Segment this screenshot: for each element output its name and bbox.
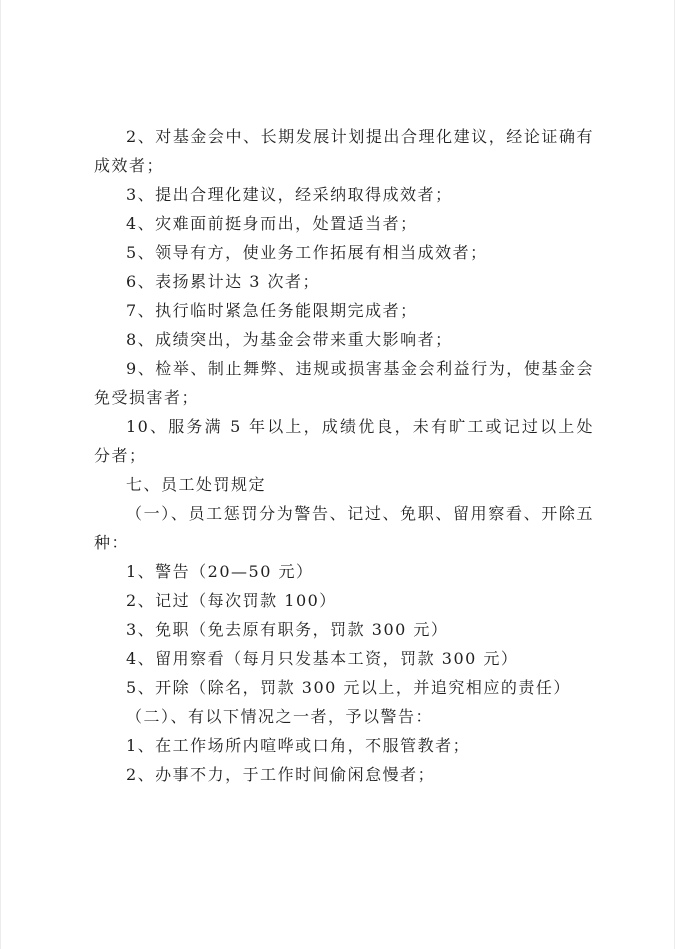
paragraph-reward-7: 7、执行临时紧急任务能限期完成者；: [126, 301, 418, 320]
paragraph-reward-3: 3、提出合理化建议，经采纳取得成效者；: [126, 185, 453, 204]
warning-case-1: 1、在工作场所内喧哗或口角，不服管教者；: [126, 736, 471, 755]
paragraph-reward-2: 2、对基金会中、长期发展计划提出合理化建议，经论证确有成效者；: [94, 127, 594, 175]
subsection-penalty-types: （一）、员工惩罚分为警告、记过、免职、留用察看、开除五种：: [94, 504, 594, 552]
subsection-warning-cases: （二）、有以下情况之一者，予以警告：: [126, 707, 434, 726]
paragraph-reward-4: 4、灾难面前挺身而出，处置适当者；: [126, 214, 418, 233]
paragraph-reward-9: 9、检举、制止舞弊、违规或损害基金会利益行为，使基金会免受损害者；: [94, 359, 594, 407]
section-heading-penalties: 七、员工处罚规定: [126, 475, 267, 494]
warning-case-2: 2、办事不力，于工作时间偷闲怠慢者；: [126, 765, 436, 784]
paragraph-reward-5: 5、领导有方，使业务工作拓展有相当成效者；: [126, 243, 488, 262]
document-body: [94, 122, 594, 789]
paragraph-reward-8: 8、成绩突出，为基金会带来重大影响者；: [126, 330, 453, 349]
penalty-item-warning: 1、警告（20—50 元）: [126, 562, 314, 581]
penalty-item-dismissal: 3、免职（免去原有职务，罚款 300 元）: [126, 620, 449, 639]
penalty-item-demerit: 2、记过（每次罚款 100）: [126, 591, 337, 610]
penalty-item-expulsion: 5、开除（除名，罚款 300 元以上，并追究相应的责任）: [126, 678, 571, 697]
penalty-item-probation: 4、留用察看（每月只发基本工资，罚款 300 元）: [126, 649, 519, 668]
paragraph-reward-6: 6、表扬累计达 3 次者；: [126, 272, 321, 291]
paragraph-reward-10: 10、服务满 5 年以上，成绩优良，未有旷工或记过以上处分者；: [94, 417, 594, 465]
